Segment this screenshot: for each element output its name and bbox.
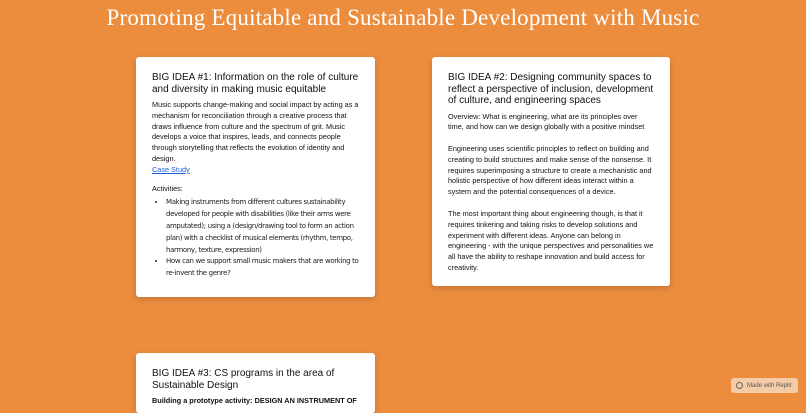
replit-icon xyxy=(736,382,743,389)
card-paragraph: Engineering uses scientific principles to reflect on building and creating to build structures and make sense of the nonsense. It requires superimposing a structure to create a mechanistic and holistic perspective of how different ideas interact within a system and the potential consequences of a device. xyxy=(448,144,652,197)
badge-label: Made with Replit xyxy=(747,382,792,389)
big-idea-card-2 xyxy=(432,57,670,286)
card-paragraph: The most important thing about engineering though, is that it requires tinkering and taking risks to develop solutions and experiment with different ideas. Anyone can belong in engineering - with the unique perspectives and personalities we all have the ability to reshape innovation and build access for creativity. xyxy=(448,209,654,273)
activities-label: Activities: xyxy=(152,183,183,193)
card-title: BIG IDEA #2: Designing community spaces to reflect a perspective of inclusion, development of culture, and engineering spaces xyxy=(448,72,654,106)
card-title: BIG IDEA #1: Information on the role of culture and diversity in making music equitable xyxy=(152,72,359,95)
made-with-replit-badge[interactable] xyxy=(731,378,798,393)
card-subtitle: Building a prototype activity: DESIGN AN INSTRUMENT OF xyxy=(152,396,357,405)
card-paragraph: Overview: What is engineering, what are its principles over time, and how can we design globally with a positive mindset xyxy=(448,111,645,132)
list-item: • Making instruments from different cultures sustainability developed for people with disabilities (like their arms were amputated); using a (design/drawing tool to form an action plan) with a checklist of musical elements (rhythm, tempo, harmony, texture, expression) xyxy=(166,197,359,256)
case-study-link[interactable]: Case Study xyxy=(152,164,190,174)
activities-list xyxy=(152,197,359,280)
big-idea-card-1 xyxy=(136,57,375,297)
page-title: Promoting Equitable and Sustainable Development with Music xyxy=(106,5,700,30)
list-item: • How can we support small music makers that are working to re-invent the genre? xyxy=(166,256,359,280)
card-title: BIG IDEA #3: CS programs in the area of Sustainable Design xyxy=(152,368,335,391)
big-idea-card-3 xyxy=(136,353,375,413)
card-body: Music supports change-making and social impact by acting as a mechanism for reconciliation through a creative process that draws influence from culture and the spectrum of grit. Music develops a voice that inspires, leads, and connects people through storytelling that reflects the evolution of identity and design. xyxy=(152,100,359,163)
